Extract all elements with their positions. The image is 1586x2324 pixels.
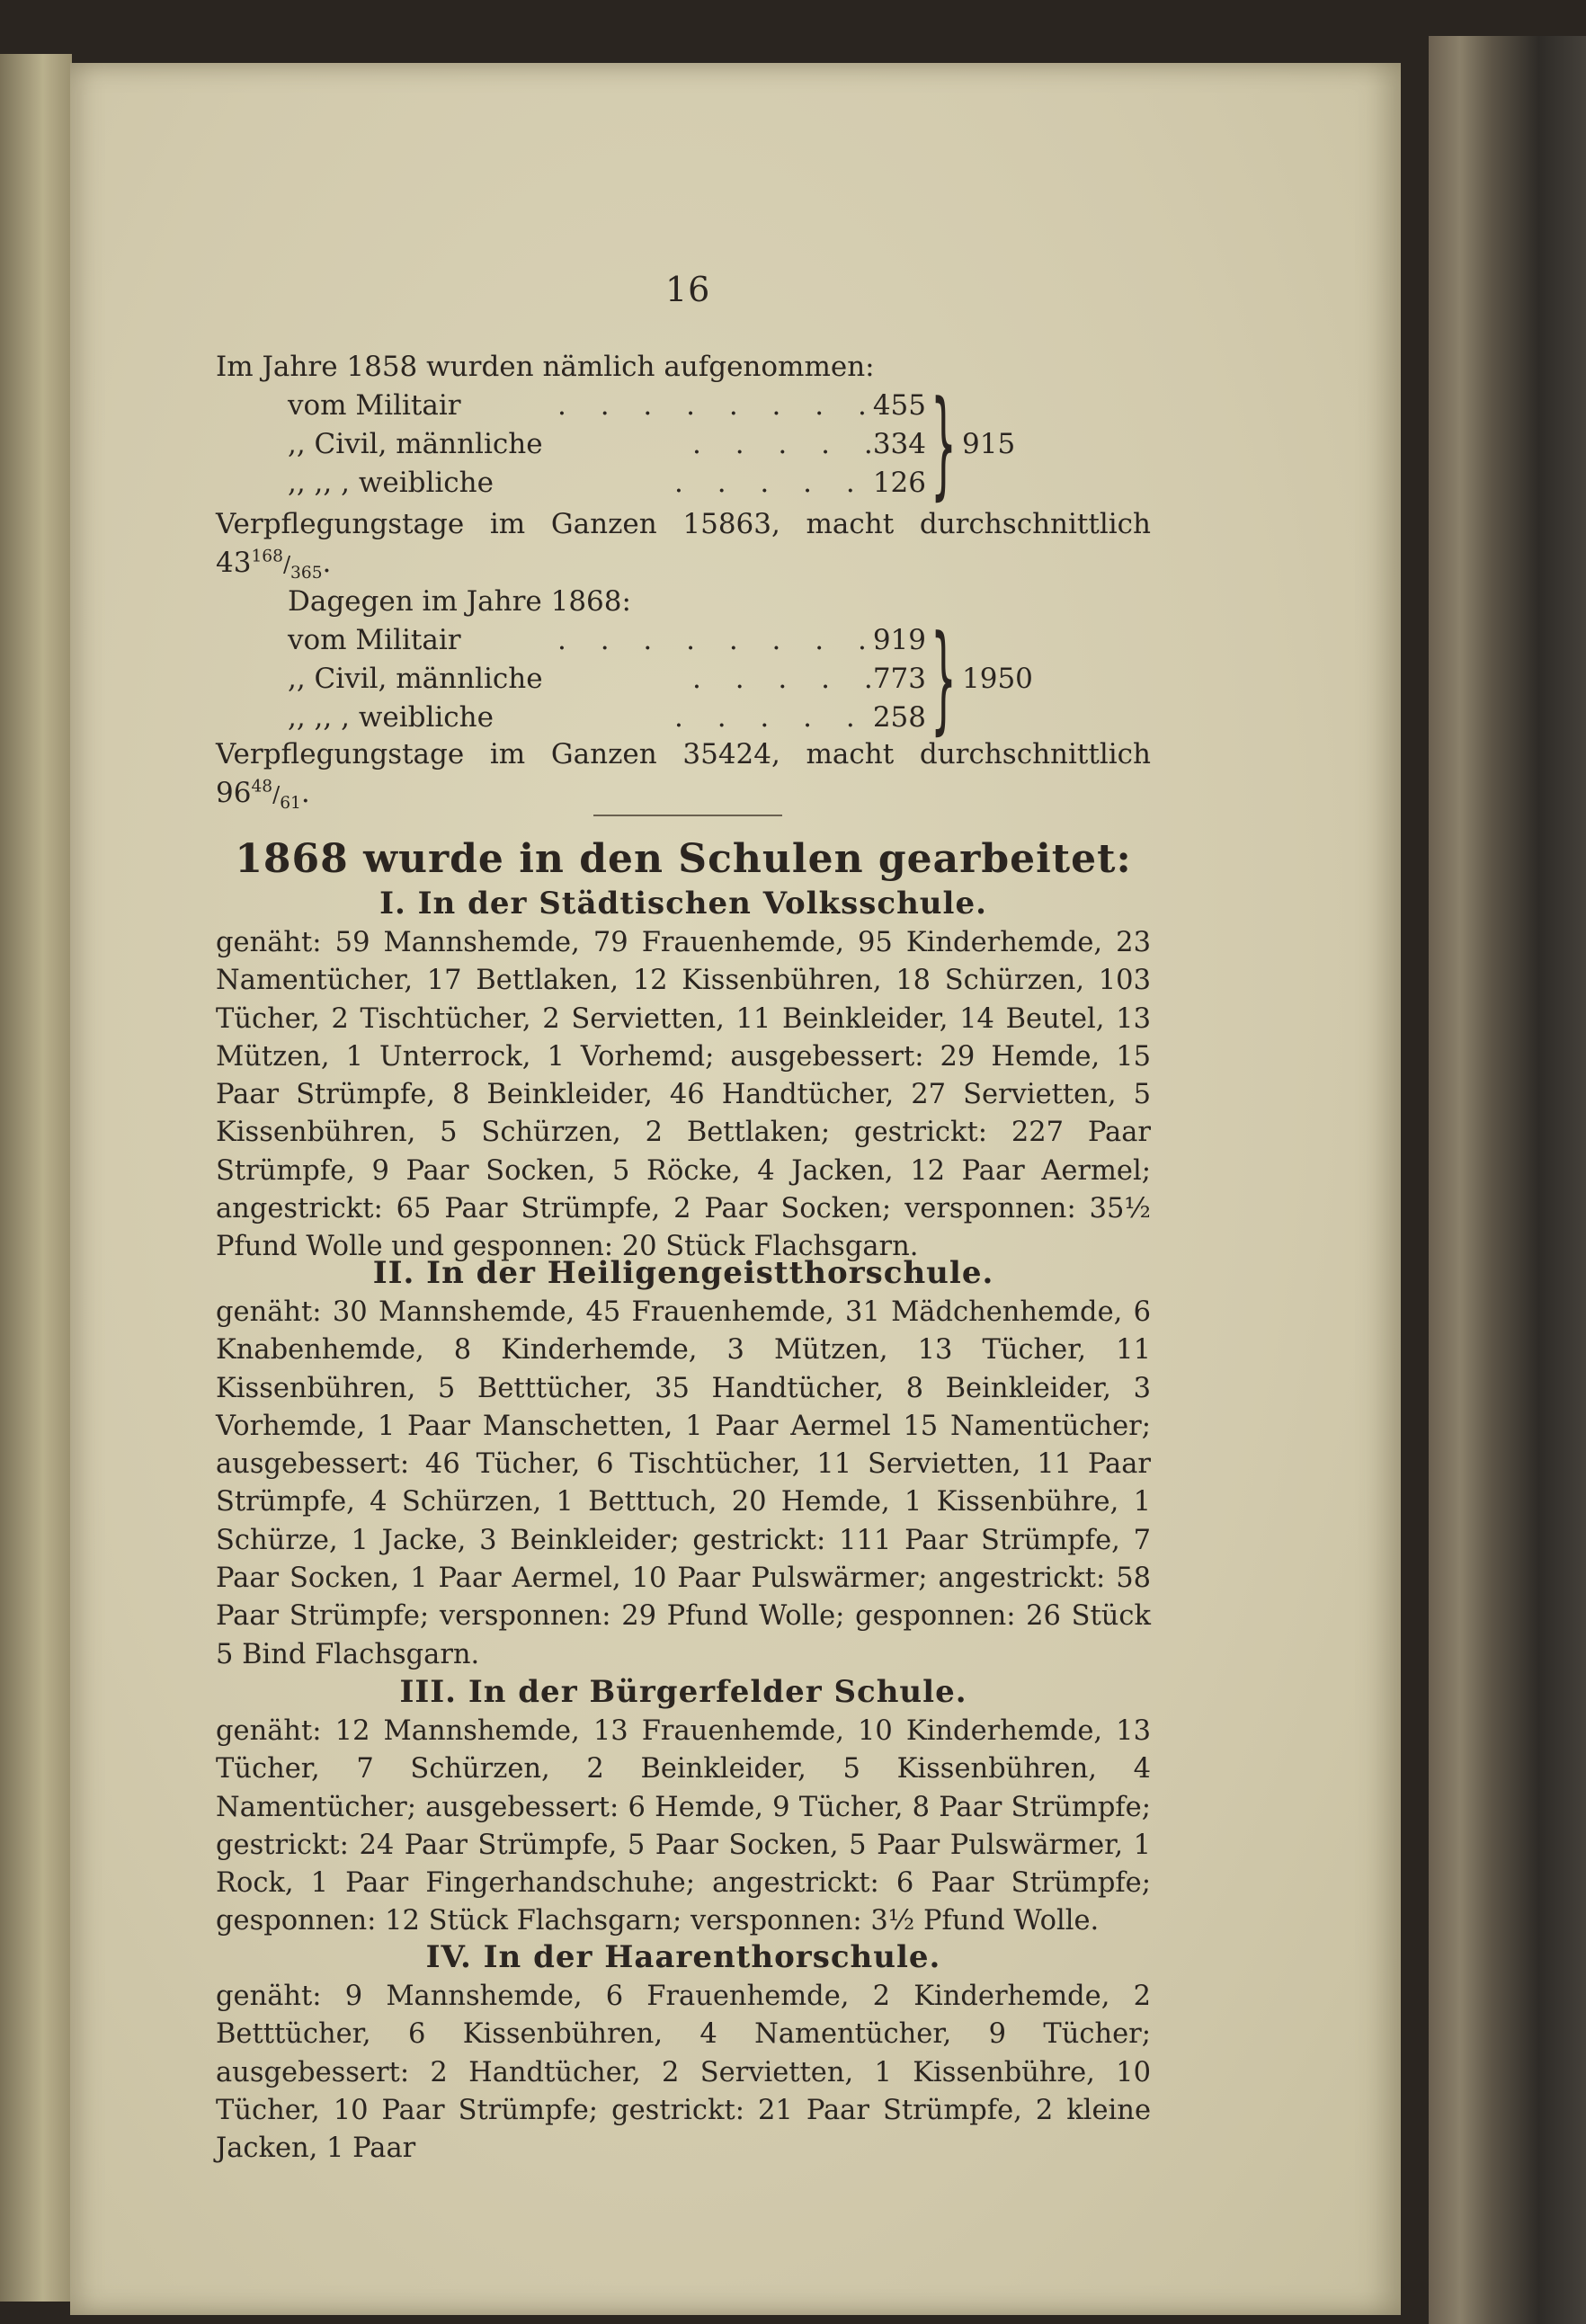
total-1868: 1950 bbox=[962, 663, 1033, 695]
section-title-2: II. In der Heiligengeistthorschule. bbox=[372, 1255, 994, 1291]
row-1868-civil-male: ,, Civil, männliche bbox=[288, 663, 543, 695]
section-title-3: III. In der Bürgerfelder Schule. bbox=[399, 1674, 967, 1710]
leader-dots: . . . . . bbox=[674, 467, 868, 499]
days-1868: Verpflegungstage im Ganzen 35424, macht durchschnittlich bbox=[216, 738, 1151, 770]
divider bbox=[593, 815, 782, 816]
brace-1858: } bbox=[931, 375, 957, 512]
section-title-1: I. In der Städtischen Volksschule. bbox=[379, 886, 987, 922]
row-1868-military-value: 919 bbox=[872, 624, 926, 656]
row-1868-civil-female: ,, ,, , weibliche bbox=[288, 701, 494, 734]
row-1858-civil-male-value: 334 bbox=[872, 428, 926, 460]
row-1858-civil-female-value: 126 bbox=[872, 467, 926, 499]
leader-dots: . . . . . bbox=[692, 428, 886, 460]
section-title-4: IV. In der Haarenthorschule. bbox=[425, 1939, 941, 1975]
row-1858-military-value: 455 bbox=[872, 389, 926, 422]
main-heading: 1868 wurde in den Schulen gearbeitet: bbox=[235, 836, 1132, 882]
leader-dots: . . . . . . . . bbox=[557, 624, 879, 656]
row-1868-civil-female-value: 258 bbox=[872, 701, 926, 734]
left-page-edge bbox=[0, 54, 72, 2302]
row-1868-civil-male-value: 773 bbox=[872, 663, 926, 695]
section-text-4: genäht: 9 Mannshemde, 6 Frauenhemde, 2 Kinderhemde, 2 Betttücher, 6 Kissenbühren, 4 Namentücher, 9 Tücher; ausgebessert: 2 Handtücher, 2 Servietten, 1 Kissenbühre, 10 Tücher, 10 Paar Strümpfe; gestrickt: 21 Paar Strümpfe, 2 kleine Jacken, 1 Paar bbox=[216, 1981, 1151, 2165]
book-edge bbox=[1429, 36, 1586, 2324]
row-1868-military: vom Militair bbox=[288, 624, 461, 656]
days-1858: Verpflegungstage im Ganzen 15863, macht durchschnittlich bbox=[216, 508, 1151, 540]
page-number: 16 bbox=[665, 270, 711, 309]
row-1858-civil-male: ,, Civil, männliche bbox=[288, 428, 543, 460]
row-1858-military: vom Militair bbox=[288, 389, 461, 422]
avg-1868: $96^{48}/_{61}$. bbox=[216, 777, 310, 814]
avg-1858: $43^{168}/_{365}$. bbox=[216, 547, 332, 583]
row-1858-civil-female: ,, ,, , weibliche bbox=[288, 467, 494, 499]
section-text-3: genäht: 12 Mannshemde, 13 Frauenhemde, 10 Kinderhemde, 13 Tücher, 7 Schürzen, 2 Beinkleider, 5 Kissenbühren, 4 Namentücher; ausgebessert: 6 Hemde, 9 Tücher, 8 Paar Strümpfe; gestrickt: 24 Paar Strümpfe, 5 Paar Socken, 5 Paar Pulswärmer, 1 Rock, 1 Paar Fingerhandschuhe; angestrickt: 6 Paar Strümpfe; gesponnen: 12 Stück Flachsgarn; versponnen: 3½ Pfund Wolle. bbox=[216, 1715, 1151, 1937]
leader-dots: . . . . . bbox=[674, 701, 868, 734]
section-text-2: genäht: 30 Mannshemde, 45 Frauenhemde, 31 Mädchenhemde, 6 Knabenhemde, 8 Kinderhemde, 3 Mützen, 13 Tücher, 11 Kissenbühren, 5 Betttücher, 35 Handtücher, 8 Beinkleider, 3 Vorhemde, 1 Paar Manschetten, 1 Paar Aermel 15 Namentücher; ausgebessert: 46 Tücher, 6 Tischtücher, 11 Servietten, 11 Paar Strümpfe, 4 Schürzen, 1 Betttuch, 20 Hemde, 1 Kissenbühre, 1 Schürze, 1 Jacke, 3 Beinkleider; gestrickt: 111 Paar Strümpfe, 7 Paar Socken, 1 Paar Aermel, 10 Paar Pulswärmer; angestrickt: 58 Paar Strümpfe; versponnen: 29 Pfund Wolle; gesponnen: 26 Stück 5 Bind Flachsgarn. bbox=[216, 1296, 1151, 1670]
leader-dots: . . . . . . . . bbox=[557, 389, 879, 422]
brace-1868: } bbox=[931, 610, 957, 746]
section-text-1: genäht: 59 Mannshemde, 79 Frauenhemde, 95 Kinderhemde, 23 Namentücher, 17 Bettlaken, 12 Kissenbühren, 18 Schürzen, 103 Tücher, 2 Tischtücher, 2 Servietten, 11 Beinkleider, 14 Beutel, 13 Mützen, 1 Unterrock, 1 Vorhemd; ausgebessert: 29 Hemde, 15 Paar Strümpfe, 8 Beinkleider, 46 Handtücher, 27 Servietten, 5 Kissenbühren, 5 Schürzen, 2 Bettlaken; gestrickt: 227 Paar Strümpfe, 9 Paar Socken, 5 Röcke, 4 Jacken, 12 Paar Aermel; angestrickt: 65 Paar Strümpfe, 2 Paar Socken; versponnen: 35½ Pfund Wolle und gesponnen: 20 Stück Flachsgarn. bbox=[216, 927, 1151, 1263]
intro-1858: Im Jahre 1858 wurden nämlich aufgenommen: bbox=[216, 351, 875, 383]
total-1858: 915 bbox=[962, 428, 1016, 460]
leader-dots: . . . . . bbox=[692, 663, 886, 695]
intro-1868: Dagegen im Jahre 1868: bbox=[288, 585, 631, 618]
